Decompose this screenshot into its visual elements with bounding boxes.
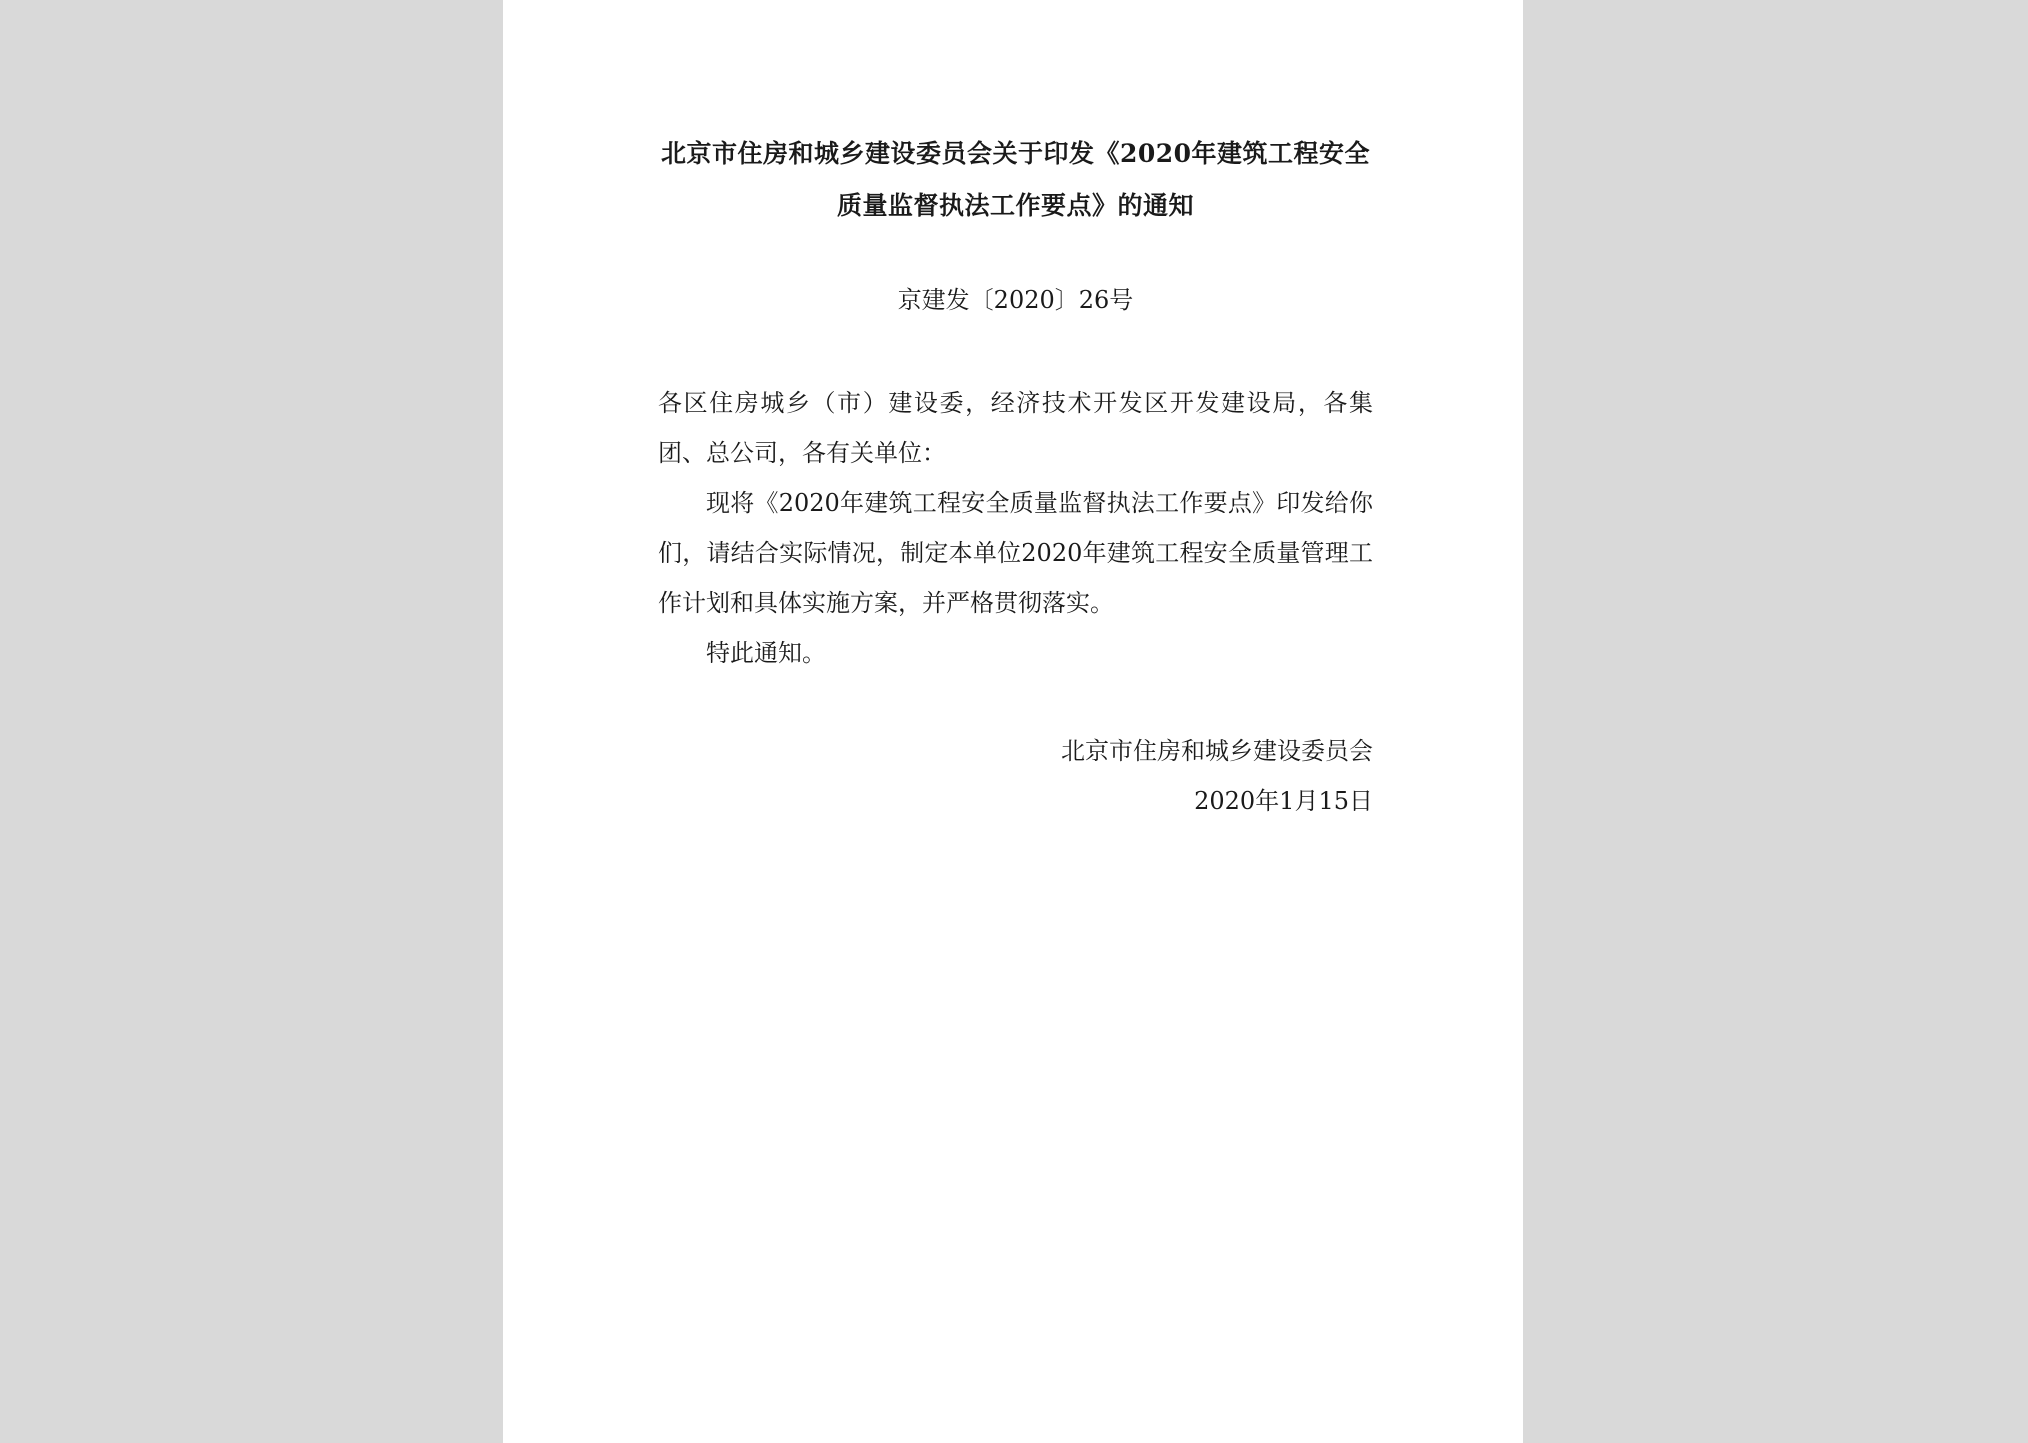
main-paragraph: 现将《2020年建筑工程安全质量监督执法工作要点》印发给你们，请结合实际情况，制定本单位2020年建筑工程安全质量管理工作计划和具体实施方案，并严格贯彻落实。 [658,489,1373,617]
issuer-name: 北京市住房和城乡建设委员会 [1061,737,1373,765]
title-line-1: 北京市住房和城乡建设委员会关于印发《2020年建筑工程安全 [660,139,1371,168]
signature-block [658,726,1373,826]
document-number: 京建发〔2020〕26号 [897,286,1134,314]
issue-date: 2020年1月15日 [1194,787,1373,815]
closing-paragraph: 特此通知。 [706,639,826,667]
title-line-2: 质量监督执法工作要点》的通知 [836,191,1194,220]
document-body [658,378,1373,678]
document-page [503,0,1523,1443]
recipients-paragraph: 各区住房城乡（市）建设委，经济技术开发区开发建设局，各集团、总公司，各有关单位： [658,389,1373,467]
document-title [658,128,1373,232]
